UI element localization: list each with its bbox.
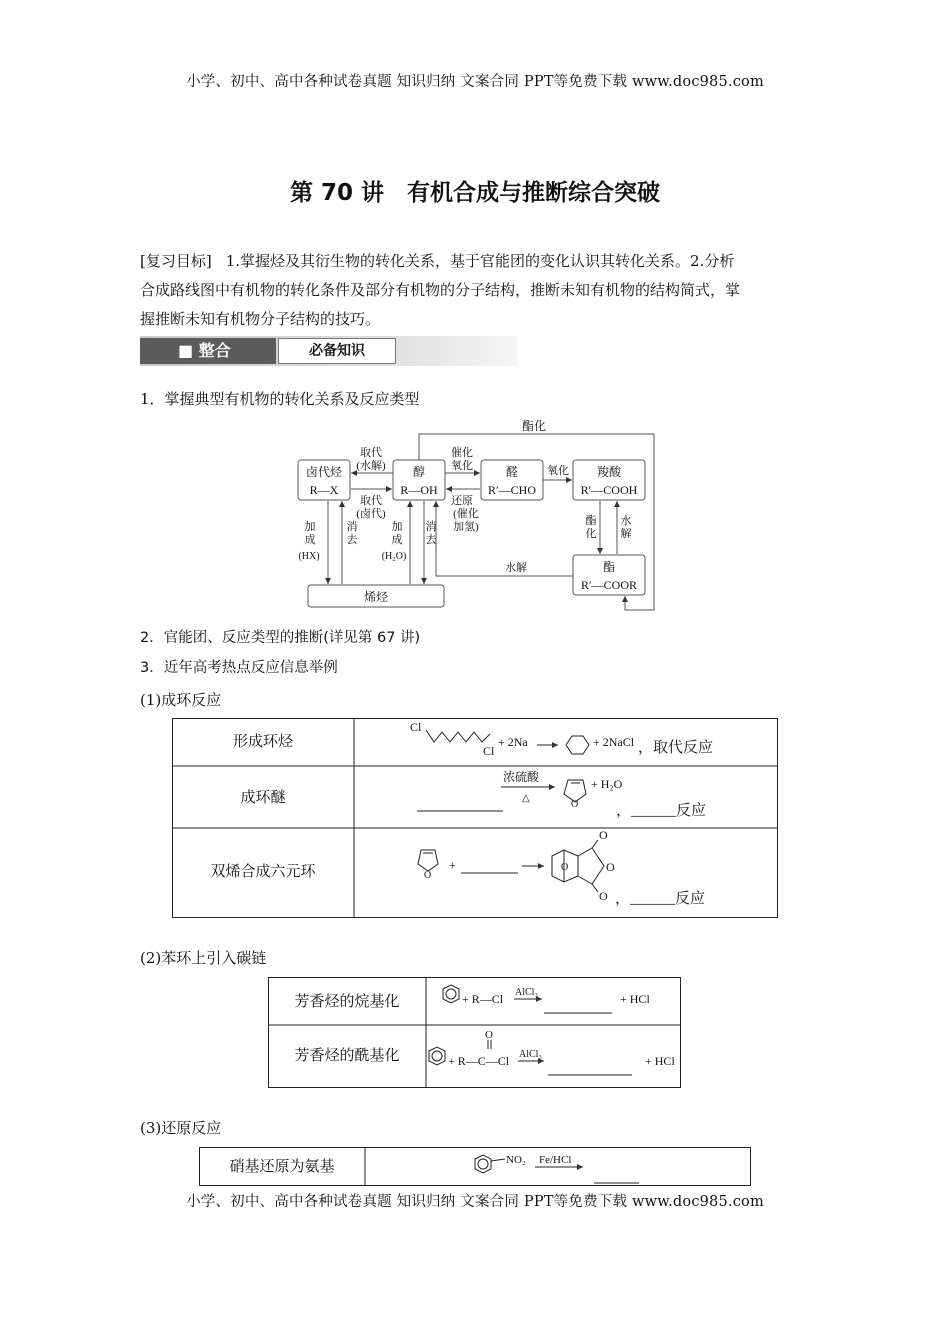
edge-elim1-2: 去: [346, 534, 358, 546]
node-ester: 酯: [602, 560, 616, 574]
cat-alcl3-1: AlCl₃: [515, 987, 538, 998]
acyl-o: O: [485, 1029, 493, 1041]
node-acid-formula: R′—COOH: [580, 483, 638, 497]
page-header: 小学、初中、高中各种试卷真题 知识归纳 文案合同 PPT等免费下载 www.doc985.com: [186, 74, 764, 90]
reagent-alkyl: + R—Cl: [462, 992, 504, 1006]
cl-bottom: Cl: [483, 744, 495, 758]
edge-elim2-1: 消: [425, 521, 437, 533]
section-3-heading: 3．近年高考热点反应信息举例: [140, 660, 338, 676]
node-alkene: 烯烃: [363, 590, 389, 604]
edge-esterify-top: 酯化: [521, 419, 547, 433]
edge-hydrolysis-v1: 水: [620, 515, 632, 527]
bridge-o: O: [561, 862, 569, 873]
product-hcl-2: + HCl: [645, 1054, 675, 1068]
nitro-group: NO₂: [506, 1154, 526, 1166]
nitrobenzene-ring: [475, 1155, 491, 1173]
section-2-heading: 2．官能团、反应类型的推断(详见第 67 讲): [140, 630, 421, 646]
edge-elim2-2: 去: [425, 534, 437, 546]
review-line-2: 合成路线图中有机物的转化条件及部分有机物的分子结构，推断未知有机物的结构简式，掌: [140, 281, 741, 299]
section-1-heading: 1．掌握典型有机物的转化关系及反应类型: [140, 390, 420, 408]
table1-label-ring-ether: 成环醚: [240, 788, 286, 806]
conversion-diagram: [290, 418, 670, 614]
plus-diene: +: [449, 858, 456, 872]
edge-esterify-v2: 化: [585, 528, 597, 540]
edge-esterify-v1: 酯: [585, 515, 597, 527]
furan-o: O: [424, 870, 432, 881]
plus-na: + 2Na: [498, 735, 528, 749]
ring-o-ether: O: [571, 799, 579, 810]
subsection-benzene: (2)苯环上引入碳链: [140, 949, 267, 967]
row2-tail: ，______反应: [616, 803, 707, 819]
chain-structure: [426, 730, 490, 742]
table1-label-ring-hydrocarbon: 形成环烃: [232, 732, 293, 750]
plus-h2o: + H₂O: [591, 777, 623, 791]
plus-nacl: + 2NaCl: [593, 735, 635, 749]
banner-knowledge: 必备知识: [278, 338, 396, 364]
cond-h2so4: 浓硫酸: [503, 770, 540, 784]
cat-alcl3-2: AlCl₃: [519, 1049, 542, 1060]
subsection-ring: (1)成环反应: [140, 691, 222, 709]
anhydride-o2: O: [606, 860, 615, 874]
table2-label-alkylation: 芳香烃的烷基化: [294, 992, 400, 1010]
node-haloalkane: 卤代烃: [305, 465, 343, 479]
edge-cat-2: 氧化: [451, 460, 473, 472]
edge-hydrolysis-v2: 解: [620, 528, 632, 540]
row3-tail: ，______反应: [615, 891, 706, 907]
node-aldehyde: 醛: [505, 465, 519, 479]
edge-cat-1: 催化: [451, 447, 473, 459]
node-ester-formula: R′—COOR: [581, 578, 637, 592]
table1-label-diene: 双烯合成六元环: [210, 862, 316, 880]
edge-elim1-1: 消: [346, 521, 358, 533]
table3-label-nitro-reduction: 硝基还原为氨基: [229, 1157, 335, 1175]
anhydride-ring: [578, 848, 604, 884]
cl-top: Cl: [410, 720, 422, 734]
edge-add2-cond: (H₂O): [381, 551, 407, 562]
edge-add2-2: 成: [391, 534, 403, 546]
benzene-ring-2: [429, 1047, 445, 1065]
edge-add1-cond: (HX): [298, 551, 320, 562]
node-acid: 羧酸: [596, 465, 622, 479]
cond-heat: △: [522, 793, 530, 804]
table2-label-acylation: 芳香烃的酰基化: [294, 1046, 400, 1064]
edge-sub-1: 取代: [360, 447, 382, 459]
product-hcl-1: + HCl: [620, 992, 650, 1006]
review-label: [复习目标]: [140, 252, 212, 270]
node-aldehyde-formula: R′—CHO: [488, 483, 536, 497]
page-footer: 小学、初中、高中各种试卷真题 知识归纳 文案合同 PPT等免费下载 www.doc985.com: [186, 1194, 764, 1210]
edge-add2-1: 加: [391, 521, 403, 533]
subsection-reduction: (3)还原反应: [140, 1119, 222, 1137]
review-objectives: [140, 247, 820, 334]
row1-tail: ，取代反应: [638, 740, 714, 756]
reagent-acyl: + R—C—Cl: [448, 1054, 510, 1068]
node-haloalkane-formula: R—X: [309, 483, 339, 497]
node-alcohol-formula: R—OH: [400, 483, 438, 497]
review-line-1: 1.掌握烃及其衍生物的转化关系，基于官能团的变化认识其转化关系。2.分析: [225, 252, 735, 270]
node-alcohol: 醇: [412, 465, 426, 479]
edge-red-1: 还原: [451, 495, 473, 507]
edge-oxidize: 氧化: [547, 465, 569, 477]
edge-hydrolysis-bottom: 水解: [505, 562, 527, 574]
benzene-ring-1: [443, 985, 459, 1003]
banner-integrate: ■ 整合: [140, 338, 276, 364]
edge-red-2: (催化: [453, 508, 479, 520]
review-line-3: 握推断未知有机物分子结构的技巧。: [140, 310, 381, 328]
edge-red-3: 加氢): [453, 521, 479, 533]
edge-add1-1: 加: [304, 521, 316, 533]
cond-fe-hcl: Fe/HCl: [539, 1154, 572, 1166]
edge-sub-3: 取代: [360, 495, 382, 507]
anhydride-o1: O: [599, 828, 608, 842]
cyclohexane-ring: [566, 736, 589, 754]
anhydride-o3: O: [599, 889, 608, 903]
edge-sub-4: (卤代): [356, 508, 386, 520]
edge-sub-2: (水解): [356, 460, 386, 472]
edge-add1-2: 成: [304, 534, 316, 546]
page-title: 第 70 讲 有机合成与推断综合突破: [289, 180, 661, 206]
